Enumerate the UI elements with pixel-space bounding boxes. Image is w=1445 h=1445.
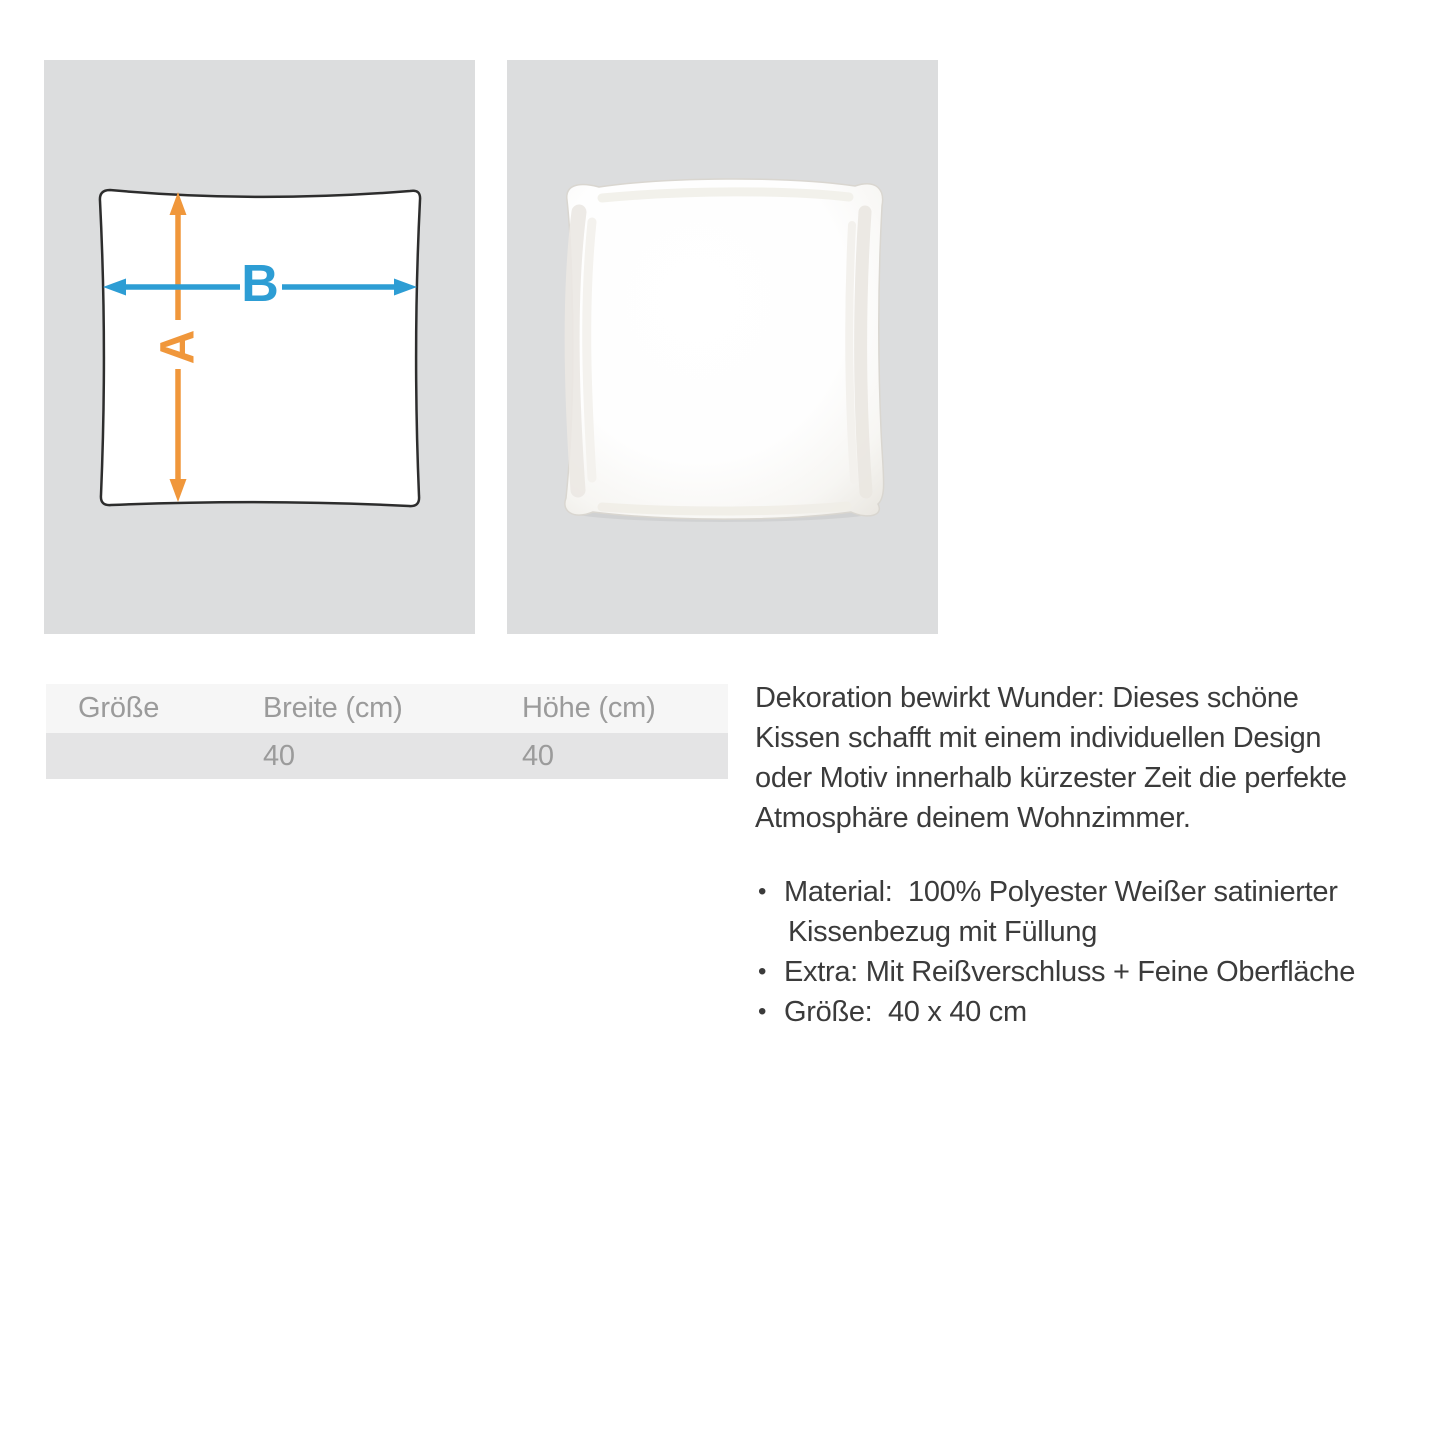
bullet-line: Material: 100% Polyester Weißer satinierter	[784, 876, 1338, 908]
feature-list	[755, 872, 1425, 1032]
size-diagram-panel	[44, 60, 475, 634]
bullet-line: Größe: 40 x 40 cm	[784, 996, 1027, 1028]
product-description	[755, 678, 1425, 1032]
size-table	[46, 684, 728, 779]
column-header-groesse: Größe	[78, 692, 160, 724]
column-header-hoehe: Höhe (cm)	[522, 692, 656, 724]
dimension-label-b: B	[241, 255, 279, 313]
bullet-line: Kissenbezug mit Füllung	[788, 916, 1098, 948]
paragraph-line: oder Motiv innerhalb kürzester Zeit die perfekte	[755, 762, 1347, 794]
paragraph-line: Dekoration bewirkt Wunder: Dieses schöne	[755, 682, 1299, 714]
size-table-header	[46, 684, 728, 733]
pillow-body	[565, 179, 884, 519]
description-paragraph	[755, 678, 1425, 838]
list-item-material	[755, 872, 1425, 952]
list-item-groesse	[755, 992, 1425, 1032]
list-item-extra	[755, 952, 1425, 992]
bullet-icon: •	[758, 878, 767, 905]
bullet-icon: •	[758, 958, 767, 985]
table-row	[46, 733, 728, 779]
cell-hoehe: 40	[522, 739, 554, 772]
pillow-photo-panel	[507, 60, 938, 634]
pillow-outline-shape	[100, 190, 420, 506]
bullet-line: Extra: Mit Reißverschluss + Feine Oberfläche	[784, 956, 1356, 988]
pillow-photo	[507, 60, 938, 634]
paragraph-line: Kissen schafft mit einem individuellen Design	[755, 722, 1322, 754]
cell-breite: 40	[263, 739, 295, 772]
bullet-icon: •	[758, 998, 767, 1025]
paragraph-line: Atmosphäre deinem Wohnzimmer.	[755, 802, 1191, 834]
dimension-label-a: A	[151, 329, 205, 365]
pillow-dimension-diagram	[44, 60, 475, 634]
column-header-breite: Breite (cm)	[263, 692, 403, 724]
